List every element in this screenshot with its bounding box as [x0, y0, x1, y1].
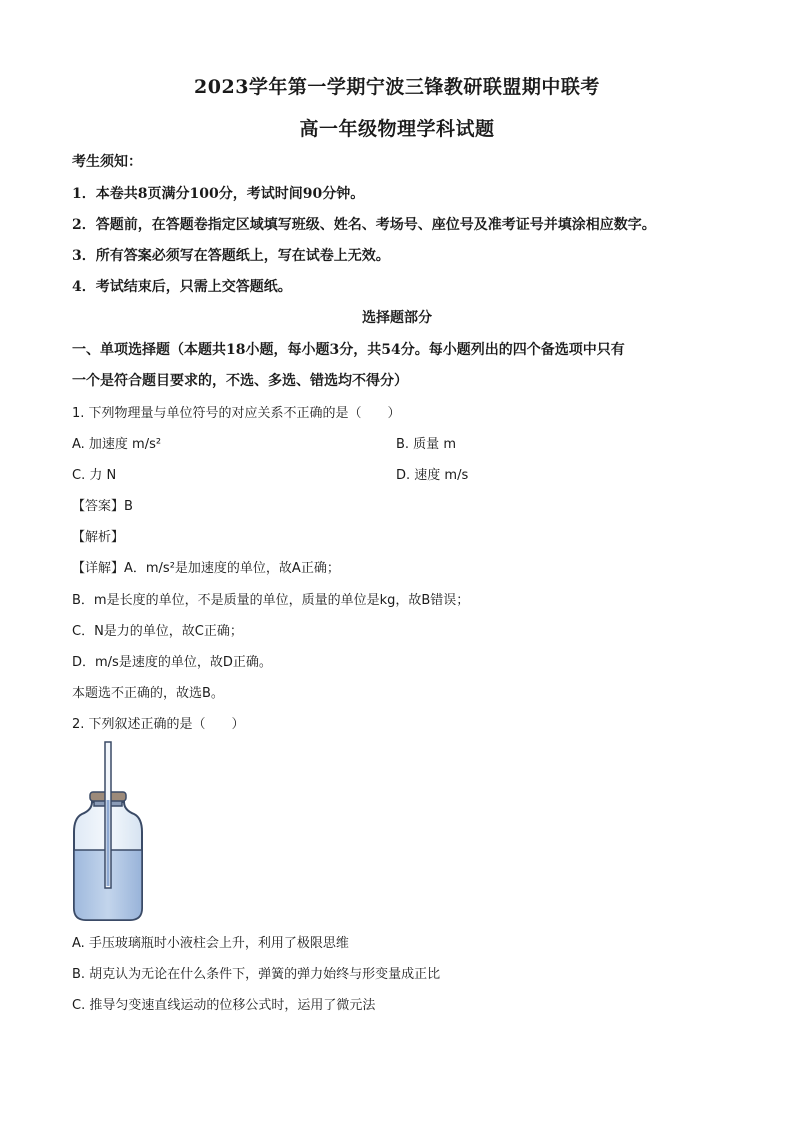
- section-instruction-1: 一、单项选择题（本题共18小题，每小题3分，共54分。每小题列出的四个备选项中只有: [72, 342, 625, 358]
- q1-option-b: B. 质量 m: [396, 437, 456, 452]
- q1-stem: 1. 下列物理量与单位符号的对应关系不正确的是（ ）: [72, 406, 401, 421]
- glass-bottle-with-tube-icon: [70, 740, 146, 924]
- q1-detail-1: 【详解】A．m/s²是加速度的单位，故A正确；: [72, 561, 340, 576]
- q1-detail-4: D．m/s是速度的单位，故D正确。: [72, 655, 272, 670]
- notice-heading: 考生须知：: [72, 154, 142, 170]
- q2-option-b: B. 胡克认为无论在什么条件下，弹簧的弹力始终与形变量成正比: [72, 967, 441, 982]
- q1-detail-3: C．N是力的单位，故C正确；: [72, 624, 243, 639]
- notice-item-4: 4．考试结束后，只需上交答题纸。: [72, 279, 292, 295]
- notice-item-1: 1．本卷共8页满分100分，考试时间90分钟。: [72, 186, 365, 202]
- section-instruction-2: 一个是符合题目要求的，不选、多选、错选均不得分）: [72, 373, 408, 389]
- exam-subtitle: 高一年级物理学科试题: [299, 118, 495, 140]
- q1-option-d: D. 速度 m/s: [396, 468, 469, 483]
- notice-item-2: 2．答题前，在答题卷指定区域填写班级、姓名、考场号、座位号及准考证号并填涂相应数字。: [72, 217, 656, 233]
- exam-title: 2023学年第一学期宁波三锋教研联盟期中联考: [194, 76, 600, 98]
- q2-option-a: A. 手压玻璃瓶时小液柱会上升，利用了极限思维: [72, 936, 349, 951]
- q2-option-c: C. 推导匀变速直线运动的位移公式时，运用了微元法: [72, 998, 376, 1013]
- q1-analysis-label: 【解析】: [72, 530, 125, 545]
- section-title: 选择题部分: [362, 310, 432, 326]
- q2-stem: 2. 下列叙述正确的是（ ）: [72, 717, 245, 732]
- q1-detail-5: 本题选不正确的，故选B。: [72, 686, 224, 701]
- q1-detail-2: B．m是长度的单位，不是质量的单位，质量的单位是kg，故B错误；: [72, 593, 470, 608]
- q1-option-a: A. 加速度 m/s²: [72, 437, 162, 452]
- q1-option-c: C. 力 N: [72, 468, 117, 483]
- q1-answer: 【答案】B: [72, 499, 133, 514]
- notice-item-3: 3．所有答案必须写在答题纸上，写在试卷上无效。: [72, 248, 390, 264]
